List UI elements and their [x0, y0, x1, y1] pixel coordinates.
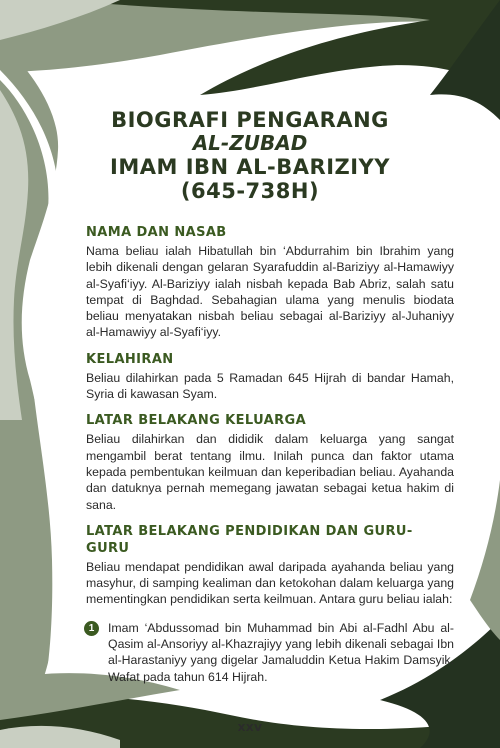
- section-text: Beliau dilahirkan pada 5 Ramadan 645 Hijrah di bandar Hamah, Syria di kawasan Syam.: [86, 370, 454, 402]
- title-line-2: AL-ZUBAD: [192, 131, 308, 155]
- content: [86, 224, 454, 695]
- section-text: Nama beliau ialah Hibatullah bin ‘Abdurrahim bin Ibrahim yang lebih dikenali dengan gelaran Syarafuddin al-Bariziyy al-Hamawiyy al-Syafi‘iyy. Al-Bariziyy ialah nisbah kepada Bab Abriz, salah satu tempat di Baghdad. Sebahagian ulama yang menulis biodata beliau menyatakan nisbah beliau sebagai al-Bariziyy al-Juhaniyy al-Hamawiyy al-Syafi‘iyy.: [86, 244, 454, 340]
- title-block: [40, 108, 460, 203]
- list-item-text: Imam ‘Abdussomad bin Muhammad bin Abi al-Fadhl Abu al-Qasim al-Ansoriyy al-Khazrajiyy yang lebih dikenali sebagai Ibn al-Harastaniyy yang digelar Jamaluddin Ketua Hakim Damsyik. Wafat pada tahun 614 Hijrah.: [108, 620, 454, 684]
- title-line-4: (645-738H): [180, 179, 320, 203]
- section-latar-belakang-keluarga: [86, 412, 454, 512]
- teacher-list: [86, 620, 454, 685]
- section-heading: LATAR BELAKANG PENDIDIKAN DAN GURU-GURU: [86, 523, 413, 556]
- page-number: XXV: [237, 723, 263, 734]
- section-nama-dan-nasab: [86, 224, 454, 341]
- title-line-1: BIOGRAFI PENGARANG: [111, 108, 389, 132]
- number-badge: 1: [84, 621, 99, 636]
- section-heading: NAMA DAN NASAB: [86, 225, 227, 240]
- section-kelahiran: [86, 351, 454, 403]
- section-heading: KELAHIRAN: [86, 351, 174, 367]
- section-text: Beliau dilahirkan dan dididik dalam keluarga yang sangat mengambil berat tentang ilmu. Inilah punca dan faktor utama kepada pembentukan keilmuan dan keperibadian beliau. Ayahanda dan datuknya pernah memegang jawatan sebagai ketua hakim di sana.: [86, 432, 454, 512]
- list-item: [86, 620, 454, 685]
- title-line-3: IMAM IBN AL-BARIZIYY: [110, 155, 390, 179]
- section-text: Beliau mendapat pendidikan awal daripada ayahanda beliau yang masyhur, di samping kealiman dan ketokohan dalam keluarga yang mementingkan pendidikan serta keilmuan. Antara guru beliau ialah:: [86, 559, 454, 607]
- section-latar-belakang-pendidikan: [86, 523, 454, 685]
- section-heading: LATAR BELAKANG KELUARGA: [86, 413, 307, 429]
